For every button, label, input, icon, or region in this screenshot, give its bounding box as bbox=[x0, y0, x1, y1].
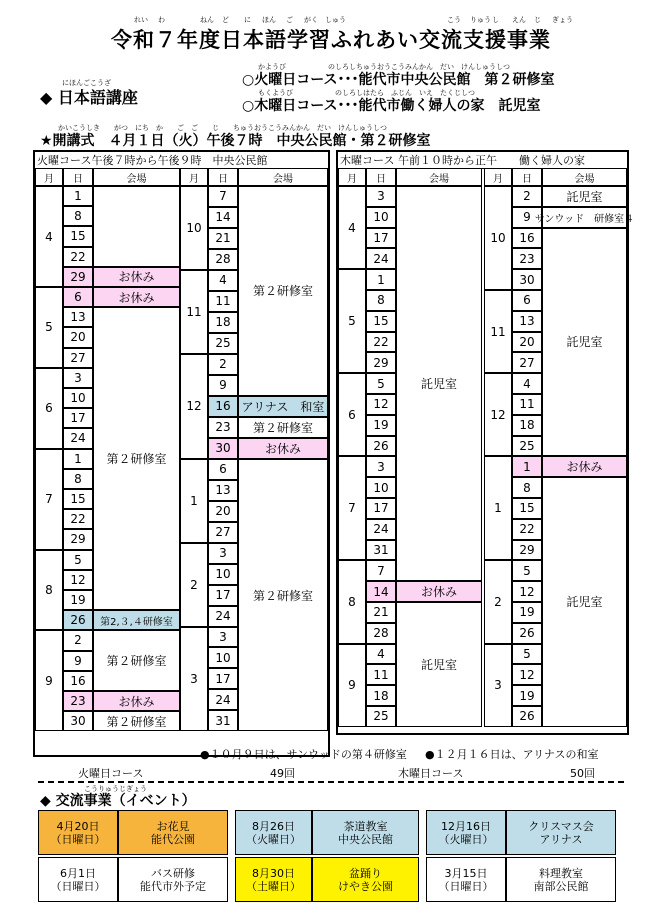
thu-day-cell: 11 bbox=[366, 664, 396, 685]
thu-month-cell: 7 bbox=[338, 456, 366, 560]
lecture-ruby: にほんごこうざ bbox=[62, 79, 111, 87]
thu-day-cell: 12 bbox=[512, 664, 542, 685]
event-detail-cell bbox=[506, 857, 616, 902]
thu-day-cell: 14 bbox=[366, 581, 396, 602]
thu-day-cell: 20 bbox=[512, 332, 542, 353]
tue-day-cell: 17 bbox=[63, 408, 93, 428]
event-section-heading bbox=[40, 790, 196, 810]
tue-day-cell: 13 bbox=[208, 480, 238, 501]
thu-day-cell: 29 bbox=[366, 352, 396, 373]
tue-day-cell: 22 bbox=[63, 247, 93, 267]
event-date-cell bbox=[235, 810, 312, 855]
thu-venue-cell: 託児室 bbox=[396, 186, 482, 581]
thu-month-cell: 11 bbox=[484, 290, 512, 373]
thu-col-month: 月 bbox=[338, 168, 366, 186]
thu-day-cell: 1 bbox=[512, 456, 542, 477]
tue-day-cell: 28 bbox=[208, 249, 238, 270]
tue-day-cell: 6 bbox=[208, 459, 238, 480]
tue-month-cell: 8 bbox=[35, 550, 63, 631]
tuesday-schedule-table bbox=[33, 150, 330, 757]
title-ruby-0: れい bbox=[134, 16, 148, 24]
tue-col-day: 日 bbox=[208, 168, 238, 186]
event-name: クリスマス会 bbox=[528, 819, 594, 833]
thu-day-cell: 8 bbox=[512, 477, 542, 498]
title-ruby-8: しゅう bbox=[325, 16, 346, 24]
thursday-table-header: 木曜コース 午前１０時から正午 働く婦人の家 bbox=[338, 152, 627, 169]
tue-day-cell: 11 bbox=[208, 291, 238, 312]
tue-month-cell: 10 bbox=[180, 186, 208, 270]
thursday-footer-count: 50回 bbox=[570, 767, 595, 780]
thursday-schedule-table bbox=[336, 150, 635, 735]
tue-day-cell: 20 bbox=[208, 501, 238, 522]
thu-day-cell: 19 bbox=[512, 685, 542, 706]
thu-venue-cell: 託児室 bbox=[396, 602, 482, 727]
thu-day-cell: 17 bbox=[366, 498, 396, 519]
event-ruby: こうりゅうじぎょう bbox=[84, 785, 147, 793]
tue-venue-cell: お休み bbox=[93, 691, 180, 711]
thu-day-cell: 19 bbox=[366, 415, 396, 436]
tue-month-cell: 11 bbox=[180, 270, 208, 354]
lecture-section-heading bbox=[40, 85, 138, 108]
thu-month-cell: 2 bbox=[484, 560, 512, 643]
tue-venue-cell: 第２研修室 bbox=[238, 186, 328, 396]
title-ruby-3: ど bbox=[222, 16, 229, 24]
title-ruby-1: わ bbox=[158, 16, 165, 24]
tue-day-cell: 29 bbox=[63, 529, 93, 549]
event-date-cell bbox=[38, 810, 118, 855]
thursday-footer-label: 木曜日コース bbox=[398, 767, 464, 780]
event-detail-cell bbox=[118, 810, 228, 855]
thu-day-cell: 18 bbox=[366, 685, 396, 706]
tue-day-cell: 10 bbox=[208, 564, 238, 585]
thu-month-cell: 5 bbox=[338, 269, 366, 373]
thu-month-cell: 6 bbox=[338, 373, 366, 456]
tue-venue-cell: 第2,３,４研修室 bbox=[93, 610, 180, 630]
thu-day-cell: 24 bbox=[366, 248, 396, 269]
event-detail-cell bbox=[312, 810, 419, 855]
tue-col-month: 月 bbox=[35, 168, 63, 186]
thu-day-cell: 5 bbox=[512, 560, 542, 581]
event-date: 12月16日 bbox=[441, 819, 491, 833]
thu-day-cell: 2 bbox=[512, 186, 542, 207]
tue-venue-cell bbox=[93, 186, 180, 267]
event-date: 6月1日 bbox=[60, 866, 96, 880]
tue-month-cell: 4 bbox=[35, 186, 63, 287]
thu-day-cell: 16 bbox=[512, 228, 542, 249]
thu-day-cell: 11 bbox=[512, 394, 542, 415]
event-place: 南部公民館 bbox=[533, 879, 589, 893]
event-weekday: （土曜日） bbox=[246, 879, 301, 893]
thu-day-cell: 1 bbox=[366, 269, 396, 290]
tuesday-footer-label: 火曜日コース bbox=[78, 767, 144, 780]
event-weekday: （日曜日） bbox=[50, 832, 106, 846]
thu-venue-cell: お休み bbox=[396, 581, 482, 602]
course-tue: ○火曜日コース･･･能代市中央公民館 第２研修室 bbox=[242, 72, 555, 88]
thu-venue-cell: 託児室 bbox=[542, 228, 627, 457]
tue-day-cell: 8 bbox=[63, 206, 93, 226]
thu-day-cell: 5 bbox=[366, 373, 396, 394]
thu-col-day: 日 bbox=[512, 168, 542, 186]
thu-month-cell: 12 bbox=[484, 373, 512, 456]
tue-day-cell: 4 bbox=[208, 270, 238, 291]
tue-day-cell: 18 bbox=[208, 312, 238, 333]
title-ruby-4: に bbox=[244, 16, 251, 24]
thu-col-day: 日 bbox=[366, 168, 396, 186]
thu-day-cell: 15 bbox=[512, 498, 542, 519]
tue-day-cell: 19 bbox=[63, 590, 93, 610]
tue-day-cell: 2 bbox=[63, 630, 93, 650]
title-ruby-12: えん bbox=[512, 16, 526, 24]
title-ruby-9: こう bbox=[447, 16, 461, 24]
thu-col-venue: 会場 bbox=[542, 168, 627, 186]
event-weekday: （火曜日） bbox=[438, 832, 494, 846]
tue-month-cell: 9 bbox=[35, 630, 63, 731]
thu-day-cell: 19 bbox=[512, 602, 542, 623]
thu-col-month: 月 bbox=[484, 168, 512, 186]
title-ruby-10: りゅう bbox=[470, 16, 491, 24]
event-weekday: （日曜日） bbox=[438, 879, 494, 893]
tue-venue-cell: 第２研修室 bbox=[93, 711, 180, 731]
tue-day-cell: 10 bbox=[208, 647, 238, 668]
event-date-cell bbox=[38, 857, 118, 902]
tue-day-cell: 22 bbox=[63, 509, 93, 529]
tue-day-cell: 24 bbox=[208, 689, 238, 710]
event-name: 料理教室 bbox=[539, 866, 583, 880]
tue-day-cell: 9 bbox=[208, 375, 238, 396]
thu-day-cell: 23 bbox=[512, 248, 542, 269]
thu-day-cell: 18 bbox=[512, 415, 542, 436]
course-tue-ruby: かようび のしろしちゅうおうこうみんかん だい けんしゅうしつ bbox=[258, 63, 510, 71]
event-place: 能代市外予定 bbox=[140, 879, 206, 893]
tue-day-cell: 14 bbox=[208, 207, 238, 228]
tuesday-table-header: 火曜コース午後７時から午後９時 中央公民館 bbox=[35, 152, 328, 169]
event-date: 8月30日 bbox=[252, 866, 295, 880]
thu-day-cell: 26 bbox=[366, 436, 396, 457]
opening-ruby: かいこうしき がつ にち か ご ご じ ちゅうおうこうみんかん だい けんしゅうしつ bbox=[58, 124, 387, 132]
thu-day-cell: 9 bbox=[512, 207, 542, 228]
thu-month-cell: 10 bbox=[484, 186, 512, 290]
tue-day-cell: 17 bbox=[208, 585, 238, 606]
title-ruby-14: ぎょう bbox=[552, 16, 573, 24]
event-section-label: 交流事業（イベント） bbox=[55, 793, 196, 809]
title-ruby-13: じ bbox=[534, 16, 541, 24]
tue-day-cell: 20 bbox=[63, 327, 93, 347]
thu-day-cell: 12 bbox=[366, 394, 396, 415]
tue-day-cell: 24 bbox=[208, 606, 238, 627]
title-ruby-7: がく bbox=[304, 16, 318, 24]
tue-day-cell: 15 bbox=[63, 226, 93, 246]
thu-day-cell: 4 bbox=[512, 373, 542, 394]
thu-day-cell: 22 bbox=[366, 332, 396, 353]
thu-month-cell: 4 bbox=[338, 186, 366, 269]
section-divider bbox=[38, 781, 624, 783]
tue-day-cell: 12 bbox=[63, 570, 93, 590]
tue-day-cell: 29 bbox=[63, 267, 93, 287]
event-name: 茶道教室 bbox=[343, 819, 388, 833]
tue-venue-cell: 第２研修室 bbox=[238, 459, 328, 732]
thu-day-cell: 17 bbox=[366, 228, 396, 249]
thu-day-cell: 12 bbox=[512, 581, 542, 602]
tue-day-cell: 21 bbox=[208, 228, 238, 249]
tue-day-cell: 2 bbox=[208, 354, 238, 375]
tue-col-day: 日 bbox=[63, 168, 93, 186]
event-place: けやき公園 bbox=[338, 879, 393, 893]
tue-venue-cell: 第２研修室 bbox=[93, 630, 180, 691]
tue-venue-cell: お休み bbox=[93, 267, 180, 287]
page-title: 令和７年度日本語学習ふれあい交流支援事業 bbox=[111, 28, 551, 52]
thu-month-cell: 9 bbox=[338, 644, 366, 727]
tue-day-cell: 1 bbox=[63, 186, 93, 206]
tue-venue-cell: お休み bbox=[93, 287, 180, 307]
thu-day-cell: 25 bbox=[512, 436, 542, 457]
thu-day-cell: 28 bbox=[366, 623, 396, 644]
event-name: お花見 bbox=[156, 819, 190, 833]
thu-day-cell: 25 bbox=[366, 706, 396, 727]
thu-day-cell: 29 bbox=[512, 540, 542, 561]
tue-col-venue: 会場 bbox=[93, 168, 180, 186]
event-date-cell bbox=[235, 857, 312, 902]
thu-day-cell: 21 bbox=[366, 602, 396, 623]
event-date: 4月20日 bbox=[56, 819, 100, 833]
tue-day-cell: 30 bbox=[63, 711, 93, 731]
course-thu: ○木曜日コース･･･能代市働く婦人の家 託児室 bbox=[242, 98, 541, 114]
thu-day-cell: 27 bbox=[512, 352, 542, 373]
thu-day-cell: 10 bbox=[366, 477, 396, 498]
thu-day-cell: 31 bbox=[366, 540, 396, 561]
tue-day-cell: 13 bbox=[63, 307, 93, 327]
tue-day-cell: 3 bbox=[208, 543, 238, 564]
event-place: 能代公園 bbox=[151, 832, 195, 846]
thu-venue-cell: サンウッド 研修室４ bbox=[542, 207, 627, 228]
thu-day-cell: 3 bbox=[366, 456, 396, 477]
thu-day-cell: 22 bbox=[512, 519, 542, 540]
thu-day-cell: 3 bbox=[366, 186, 396, 207]
thu-day-cell: 26 bbox=[512, 706, 542, 727]
tue-venue-cell: 第２研修室 bbox=[93, 307, 180, 610]
tue-col-month: 月 bbox=[180, 168, 208, 186]
opening-ceremony: ★開講式 ４月１日（火）午後７時 中央公民館・第２研修室 bbox=[40, 133, 431, 149]
tue-venue-cell: 第２研修室 bbox=[238, 417, 328, 438]
tue-day-cell: 27 bbox=[63, 348, 93, 368]
diamond-icon: ◆ bbox=[40, 793, 51, 809]
title-ruby-2: ねん bbox=[200, 16, 214, 24]
tue-day-cell: 6 bbox=[63, 287, 93, 307]
thu-day-cell: 26 bbox=[512, 623, 542, 644]
event-place: 中央公民館 bbox=[338, 832, 393, 846]
tue-day-cell: 9 bbox=[63, 651, 93, 671]
tue-day-cell: 31 bbox=[208, 710, 238, 731]
tue-day-cell: 27 bbox=[208, 522, 238, 543]
tue-day-cell: 16 bbox=[63, 671, 93, 691]
thu-day-cell: 15 bbox=[366, 311, 396, 332]
event-date-cell bbox=[426, 857, 506, 902]
note-arinasu: ●１２月１６日は、アリナスの和室 bbox=[425, 748, 599, 761]
diamond-icon: ◆ bbox=[40, 88, 53, 107]
thu-day-cell: 10 bbox=[366, 207, 396, 228]
tue-month-cell: 1 bbox=[180, 459, 208, 543]
tue-day-cell: 25 bbox=[208, 333, 238, 354]
thu-day-cell: 24 bbox=[366, 519, 396, 540]
thu-day-cell: 7 bbox=[366, 560, 396, 581]
event-weekday: （日曜日） bbox=[50, 879, 106, 893]
lecture-section-label: 日本語講座 bbox=[57, 88, 138, 107]
tue-venue-cell: お休み bbox=[238, 438, 328, 459]
event-detail-cell bbox=[312, 857, 419, 902]
event-detail-cell bbox=[118, 857, 228, 902]
tue-day-cell: 23 bbox=[63, 691, 93, 711]
tue-month-cell: 3 bbox=[180, 627, 208, 732]
tue-day-cell: 17 bbox=[208, 668, 238, 689]
tue-day-cell: 15 bbox=[63, 489, 93, 509]
thu-day-cell: 6 bbox=[512, 290, 542, 311]
note-sunwood: ●１０月９日は、サンウッドの第４研修室 bbox=[200, 748, 407, 761]
event-weekday: （火曜日） bbox=[246, 832, 301, 846]
tue-day-cell: 8 bbox=[63, 469, 93, 489]
event-name: 盆踊り bbox=[349, 866, 382, 880]
tue-day-cell: 23 bbox=[208, 417, 238, 438]
tue-day-cell: 3 bbox=[63, 368, 93, 388]
tue-day-cell: 30 bbox=[208, 438, 238, 459]
thu-day-cell: 8 bbox=[366, 290, 396, 311]
title-ruby-6: ご bbox=[286, 16, 293, 24]
tue-month-cell: 7 bbox=[35, 449, 63, 550]
tue-month-cell: 5 bbox=[35, 287, 63, 368]
tue-day-cell: 24 bbox=[63, 428, 93, 448]
title-ruby-11: し bbox=[492, 16, 499, 24]
tue-month-cell: 2 bbox=[180, 543, 208, 627]
tue-col-venue: 会場 bbox=[238, 168, 328, 186]
thu-day-cell: 30 bbox=[512, 269, 542, 290]
thu-month-cell: 1 bbox=[484, 456, 512, 560]
tue-day-cell: 16 bbox=[208, 396, 238, 417]
thu-day-cell: 4 bbox=[366, 644, 396, 665]
event-date: 3月15日 bbox=[444, 866, 488, 880]
tue-day-cell: 26 bbox=[63, 610, 93, 630]
thu-day-cell: 5 bbox=[512, 644, 542, 665]
tue-month-cell: 12 bbox=[180, 354, 208, 459]
event-detail-cell bbox=[506, 810, 616, 855]
tue-day-cell: 10 bbox=[63, 388, 93, 408]
event-date: 8月26日 bbox=[252, 819, 295, 833]
thu-col-venue: 会場 bbox=[396, 168, 482, 186]
thu-venue-cell: 託児室 bbox=[542, 186, 627, 207]
thu-venue-cell: お休み bbox=[542, 456, 627, 477]
tue-day-cell: 1 bbox=[63, 449, 93, 469]
thu-month-cell: 8 bbox=[338, 560, 366, 643]
tue-day-cell: 7 bbox=[208, 186, 238, 207]
tue-month-cell: 6 bbox=[35, 368, 63, 449]
tue-day-cell: 5 bbox=[63, 550, 93, 570]
tue-venue-cell: アリナス 和室 bbox=[238, 396, 328, 417]
event-place: アリナス bbox=[539, 832, 583, 846]
thu-month-cell: 3 bbox=[484, 644, 512, 727]
title-ruby-5: ほん bbox=[262, 16, 276, 24]
event-name: バス研修 bbox=[151, 866, 195, 880]
course-thu-ruby: もくようび のしろしはたら ふじん いえ たくじしつ bbox=[258, 89, 475, 97]
thu-day-cell: 13 bbox=[512, 311, 542, 332]
event-date-cell bbox=[426, 810, 506, 855]
tue-day-cell: 3 bbox=[208, 627, 238, 648]
tuesday-footer-count: 49回 bbox=[270, 767, 295, 780]
thu-venue-cell: 託児室 bbox=[542, 477, 627, 727]
